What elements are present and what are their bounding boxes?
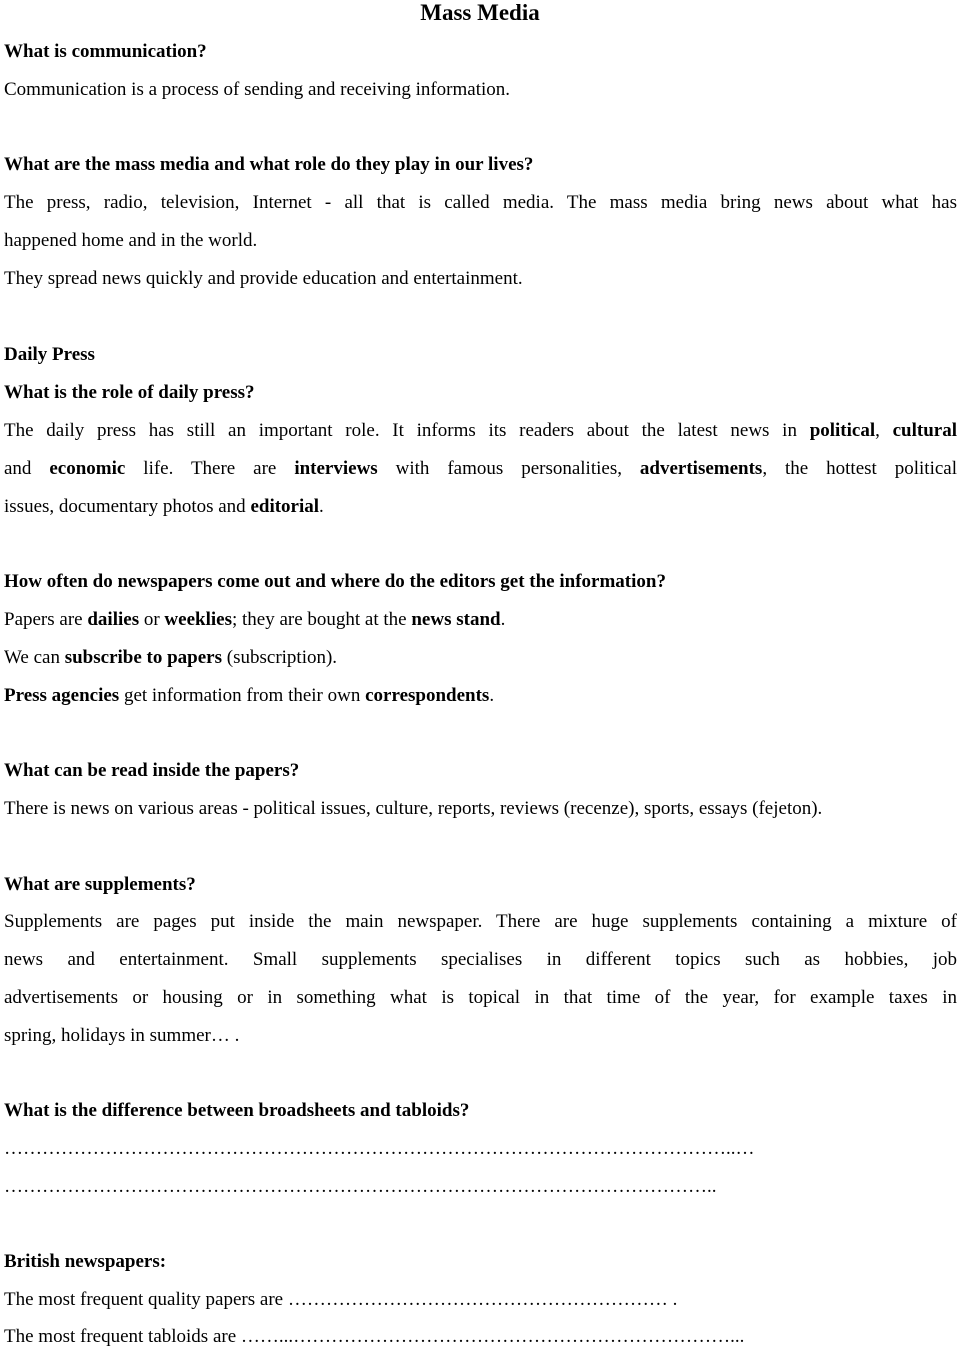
text-run: ; they are bought at the bbox=[231, 609, 412, 630]
text-run: Papers are bbox=[4, 609, 88, 630]
question-supplements: What are supplements? bbox=[4, 874, 196, 895]
answer-role-line-2 bbox=[4, 457, 957, 481]
keyword-economic: economic bbox=[49, 458, 126, 479]
answer-how-often-line-2 bbox=[4, 646, 337, 670]
answer-mass-media-line-2: happened home and in the world. bbox=[4, 230, 258, 251]
keyword-subscribe: subscribe to papers bbox=[64, 647, 223, 668]
text-run: The most frequent tabloids are bbox=[4, 1326, 241, 1347]
text-run: with famous personalities, bbox=[377, 458, 640, 479]
blank-dots: …………………………………………………… . bbox=[287, 1289, 678, 1310]
answer-supplements-line-3: advertisements or housing or in something what is topical in that time of the year, for example taxes in bbox=[4, 987, 957, 1008]
text-run: , the hottest political bbox=[762, 458, 958, 479]
answer-how-often-line-1 bbox=[4, 608, 505, 632]
text-run: life. There are bbox=[125, 458, 295, 479]
keyword-political: political bbox=[809, 420, 876, 441]
text-run: We can bbox=[4, 647, 65, 668]
keyword-dailies: dailies bbox=[87, 609, 140, 630]
answer-supplements-line-4: spring, holidays in summer… . bbox=[4, 1025, 240, 1046]
text-run: The most frequent quality papers are bbox=[4, 1289, 288, 1310]
text-run: and bbox=[4, 458, 50, 479]
question-role-daily-press: What is the role of daily press? bbox=[4, 382, 255, 403]
question-how-often: How often do newspapers come out and where do the editors get the information? bbox=[4, 571, 666, 592]
british-tabloids-line bbox=[4, 1325, 957, 1349]
question-communication: What is communication? bbox=[4, 41, 207, 62]
answer-role-line-1 bbox=[4, 419, 957, 443]
text-run: (subscription). bbox=[222, 647, 338, 668]
keyword-editorial: editorial bbox=[250, 496, 320, 517]
text-run: The daily press has still an important role. It informs its readers about the latest news in bbox=[4, 420, 810, 441]
question-difference: What is the difference between broadsheets and tabloids? bbox=[4, 1100, 470, 1121]
keyword-weeklies: weeklies bbox=[164, 609, 232, 630]
text-run: , bbox=[875, 420, 893, 441]
keyword-correspondents: correspondents bbox=[365, 685, 490, 706]
answer-supplements-line-2: news and entertainment. Small supplements specialises in different topics such as hobbies, job bbox=[4, 949, 957, 970]
text-run: . bbox=[489, 685, 495, 706]
answer-read-inside: There is news on various areas - political issues, culture, reports, reviews (recenze), sports, essays (fejeton). bbox=[4, 798, 823, 819]
text-run: . bbox=[319, 496, 324, 517]
answer-mass-media-line-3: They spread news quickly and provide education and entertainment. bbox=[4, 268, 523, 289]
answer-role-line-3 bbox=[4, 495, 324, 519]
answer-supplements-line-1: Supplements are pages put inside the main newspaper. There are huge supplements containing a mixture of bbox=[4, 911, 957, 932]
text-run: . bbox=[500, 609, 506, 630]
answer-mass-media-line-1: The press, radio, television, Internet - all that is called media. The mass media bring news about what has bbox=[4, 192, 957, 213]
text-run: issues, documentary photos and bbox=[4, 496, 251, 517]
page-title: Mass Media bbox=[420, 0, 540, 25]
british-quality-papers-line bbox=[4, 1288, 957, 1312]
text-run: get information from their own bbox=[119, 685, 366, 706]
keyword-press-agencies: Press agencies bbox=[4, 685, 120, 706]
text-run: or bbox=[139, 609, 165, 630]
blank-dots: ……...……………………………………………………………... bbox=[240, 1326, 745, 1347]
keyword-news-stand: news stand bbox=[411, 609, 501, 630]
keyword-cultural: cultural bbox=[892, 420, 958, 441]
answer-how-often-line-3 bbox=[4, 684, 494, 708]
keyword-advertisements: advertisements bbox=[639, 458, 763, 479]
answer-communication: Communication is a process of sending and receiving information. bbox=[4, 79, 511, 100]
answer-blank-line-1: ……………………………………………………………………………………………………..… bbox=[4, 1138, 755, 1159]
keyword-interviews: interviews bbox=[294, 458, 378, 479]
question-mass-media: What are the mass media and what role do they play in our lives? bbox=[4, 154, 534, 175]
answer-blank-line-2: ………………………………………………………………………………………………….. bbox=[4, 1176, 717, 1197]
question-read-inside: What can be read inside the papers? bbox=[4, 760, 300, 781]
heading-daily-press: Daily Press bbox=[4, 344, 95, 365]
heading-british-newspapers: British newspapers: bbox=[4, 1251, 167, 1272]
